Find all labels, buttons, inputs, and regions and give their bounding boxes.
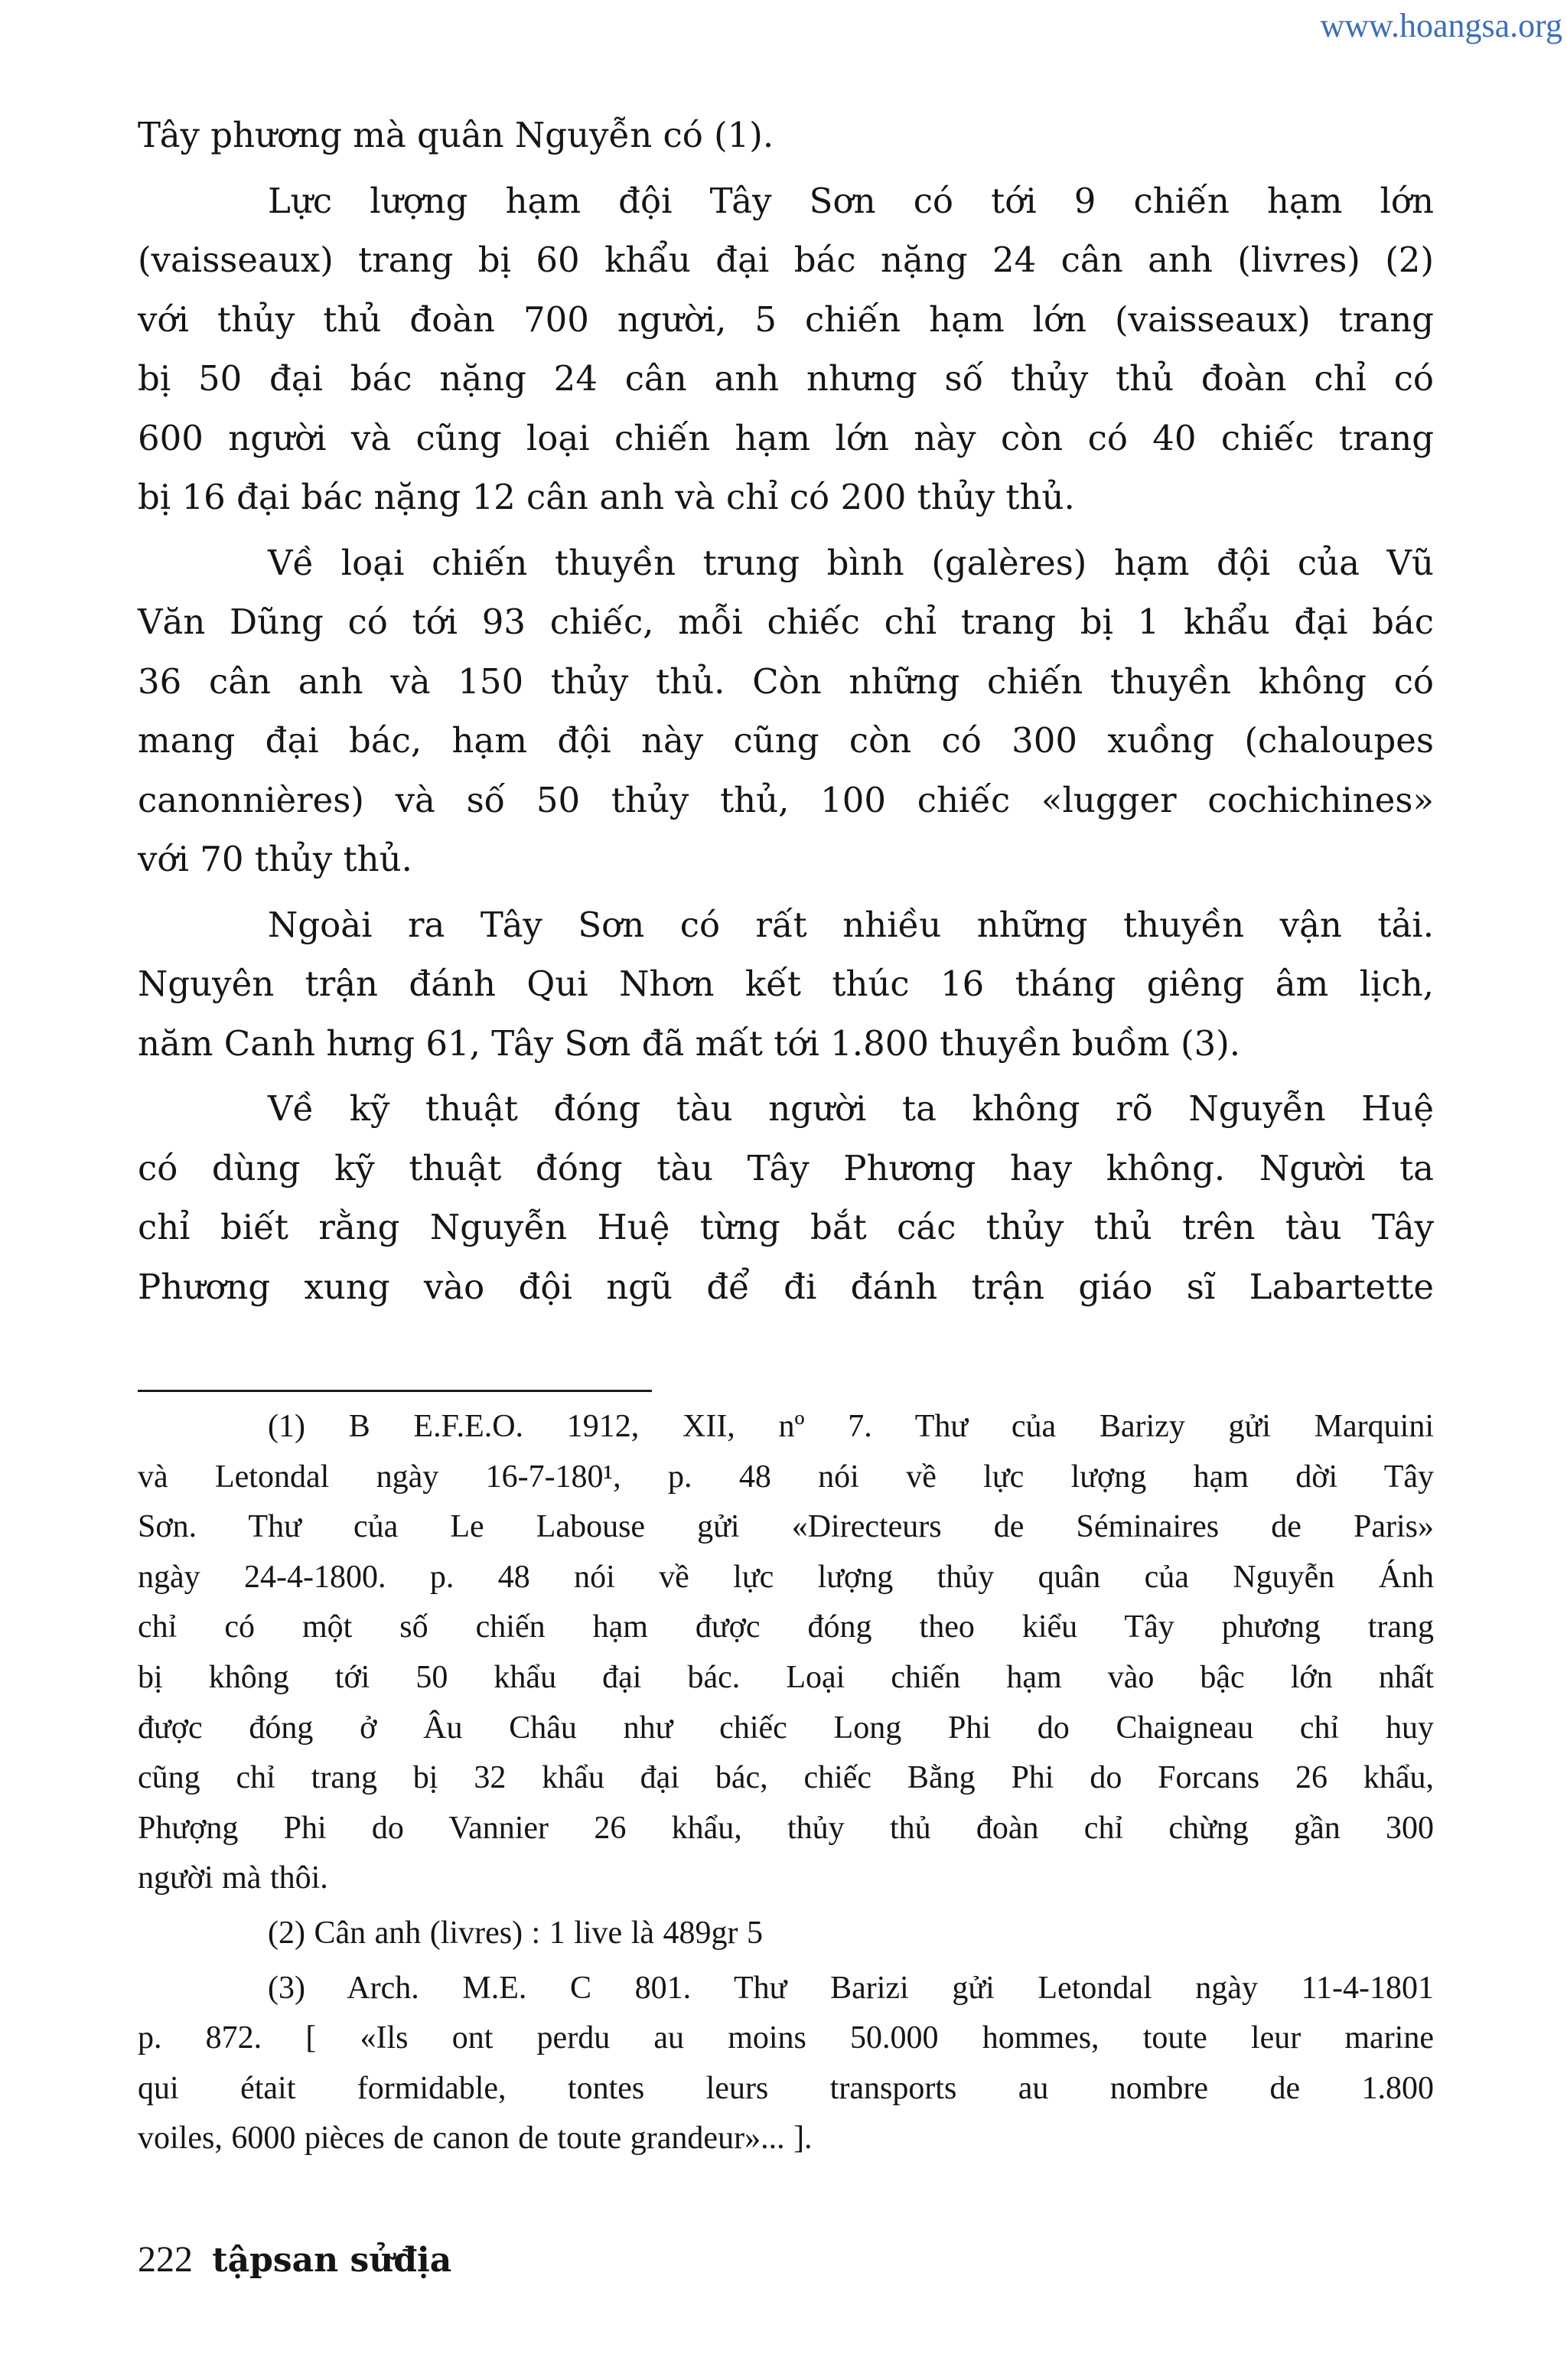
footnote-line: ngày 24-4-1800. p. 48 nói về lực lượng thủy quân của Nguyễn Ánh [138,1559,1434,1595]
paragraph-4 [138,895,1434,1074]
text-line: với thủy thủ đoàn 700 người, 5 chiến hạm lớn (vaisseaux) trang [138,298,1434,340]
text-line: với 70 thủy thủ. [138,839,412,879]
footnote-1 [138,1402,1434,1904]
text-line: 36 cân anh và 150 thủy thủ. Còn những chiến thuyền không có [138,660,1434,702]
footnote-line: (3) Arch. M.E. C 801. Thư Barizi gửi Letondal ngày 11-4-1801 [268,1970,1434,2006]
text-line: bị 16 đại bác nặng 12 cân anh và chỉ có 200 thủy thủ. [138,477,1075,517]
text-line: Lực lượng hạm đội Tây Sơn có tới 9 chiến hạm lớn [268,180,1434,221]
text-line: 600 người và cũng loại chiến hạm lớn này còn có 40 chiếc trang [138,417,1434,458]
footnote-line: và Letondal ngày 16-7-180¹, p. 48 nói về lực lượng hạm dời Tây [138,1459,1434,1495]
text-line: năm Canh hưng 61, Tây Sơn đã mất tới 1.800 thuyền buồm (3). [138,1022,1241,1064]
footnote-line: Sơn. Thư của Le Labouse gửi «Directeurs de Séminaires de Paris» [138,1509,1434,1545]
footnote-line: voiles, 6000 pièces de canon de toute grandeur»... ]. [138,2121,813,2157]
paragraph-3 [138,533,1434,889]
footnote-line: (2) Cân anh (livres) : 1 live là 489gr 5 [268,1915,763,1951]
footnote-line: chỉ có một số chiến hạm được đóng theo kiểu Tây phương trang [138,1609,1434,1645]
text-line: Về loại chiến thuyền trung bình (galères) hạm đội của Vũ [268,542,1434,583]
text-line: chỉ biết rằng Nguyễn Huệ từng bắt các thủy thủ trên tàu Tây [138,1207,1434,1247]
text-line: Về kỹ thuật đóng tàu người ta không rõ Nguyễn Huệ [268,1088,1434,1129]
footnotes [138,1402,1434,2164]
footnote-line: được đóng ở Âu Châu như chiếc Long Phi do Chaigneau chỉ huy [138,1710,1434,1746]
text-line: canonnières) và số 50 thủy thủ, 100 chiếc «lugger cochichines» [138,779,1434,820]
paragraph-1 [138,106,1434,165]
watermark-link[interactable]: www.hoangsa.org [1320,7,1562,44]
page-number: 222 [138,2239,193,2280]
page-footer [138,2238,451,2281]
footnote-line: (1) B E.F.E.O. 1912, XII, nº 7. Thư của Barizy gửi Marquini [268,1409,1434,1444]
footnote-3 [138,1964,1434,2164]
footnote-line: Phượng Phi do Vannier 26 khẩu, thủy thủ đoàn chỉ chừng gần 300 [138,1810,1434,1846]
text-line: có dùng kỹ thuật đóng tàu Tây Phương hay không. Người ta [138,1147,1434,1188]
footnote-line: người mà thôi. [138,1860,328,1896]
text-line: Văn Dũng có tới 93 chiếc, mỗi chiếc chỉ trang bị 1 khẩu đại bác [138,602,1434,642]
footnote-line: qui était formidable, tontes leurs transports au nombre de 1.800 [138,2070,1434,2106]
magazine-name: tậpsan sửđịa [212,2241,452,2280]
main-text [138,106,1434,1316]
paragraph-5 [138,1079,1434,1316]
footnote-line: cũng chỉ trang bị 32 khẩu đại bác, chiếc Bằng Phi do Forcans 26 khẩu, [138,1760,1434,1796]
text-line: Nguyên trận đánh Qui Nhơn kết thúc 16 tháng giêng âm lịch, [138,963,1434,1004]
text-line: Ngoài ra Tây Sơn có rất nhiều những thuyền vận tải. [268,904,1434,945]
footnote-line: p. 872. [ «Ils ont perdu au moins 50.000 hommes, toute leur marine [138,2020,1434,2056]
footnote-line: bị không tới 50 khẩu đại bác. Loại chiến hạm vào bậc lớn nhất [138,1659,1434,1695]
footnote-divider [138,1390,652,1392]
paragraph-2 [138,171,1434,527]
text-line: (vaisseaux) trang bị 60 khẩu đại bác nặng 24 cân anh (livres) (2) [138,240,1434,280]
text-line: bị 50 đại bác nặng 24 cân anh nhưng số thủy thủ đoàn chỉ có [138,358,1434,399]
text-line: mang đại bác, hạm đội này cũng còn có 300 xuồng (chaloupes [138,720,1434,761]
text-line: Tây phương mà quân Nguyễn có (1). [138,115,774,155]
footnote-2 [138,1909,1434,1959]
text-line: Phương xung vào đội ngũ để đi đánh trận giáo sĩ Labartette [138,1266,1434,1307]
